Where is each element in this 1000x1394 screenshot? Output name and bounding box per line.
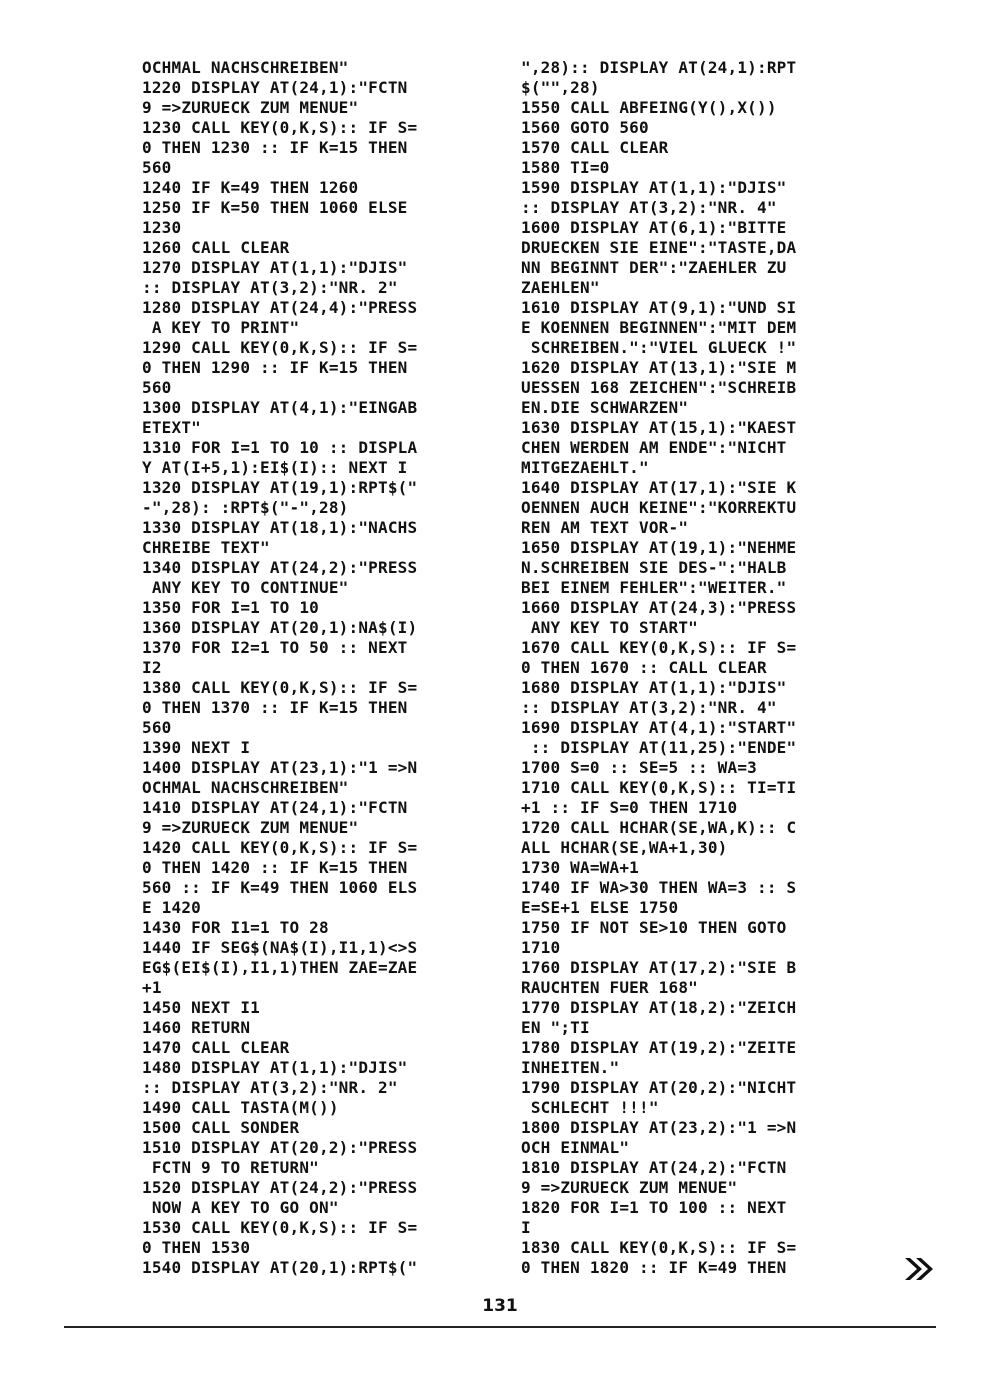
continue-arrow-icon [903, 1256, 937, 1282]
code-line: 1450 NEXT I1 [142, 998, 260, 1017]
code-column-right [521, 58, 871, 1278]
code-line: ETEXT" [142, 418, 201, 437]
code-line: 9 =>ZURUECK ZUM MENUE" [142, 818, 359, 837]
code-line: 1500 CALL SONDER [142, 1118, 300, 1137]
code-line: ANY KEY TO CONTINUE" [142, 578, 349, 597]
code-line: 1360 DISPLAY AT(20,1):NA$(I) [142, 618, 418, 637]
code-line: 1700 S=0 :: SE=5 :: WA=3 [521, 758, 757, 777]
code-line: 0 THEN 1530 [142, 1238, 251, 1257]
code-line: E KOENNEN BEGINNEN":"MIT DEM [521, 318, 797, 337]
code-line: NN BEGINNT DER":"ZAEHLER ZU [521, 258, 787, 277]
code-line: 1540 DISPLAY AT(20,1):RPT$(" [142, 1258, 418, 1277]
code-line: 0 THEN 1230 :: IF K=15 THEN [142, 138, 408, 157]
code-line: 1310 FOR I=1 TO 10 :: DISPLA [142, 438, 418, 457]
code-line: 1780 DISPLAY AT(19,2):"ZEITE [521, 1038, 797, 1057]
code-line: EN.DIE SCHWARZEN" [521, 398, 689, 417]
code-line: 9 =>ZURUECK ZUM MENUE" [142, 98, 359, 117]
code-line: 1420 CALL KEY(0,K,S):: IF S= [142, 838, 418, 857]
code-line: +1 :: IF S=0 THEN 1710 [521, 798, 738, 817]
code-line: 1710 CALL KEY(0,K,S):: TI=TI [521, 778, 797, 797]
code-line: 1340 DISPLAY AT(24,2):"PRESS [142, 558, 418, 577]
code-line: 1290 CALL KEY(0,K,S):: IF S= [142, 338, 418, 357]
code-line: SCHLECHT !!!" [521, 1098, 659, 1117]
code-line: ANY KEY TO START" [521, 618, 698, 637]
code-line: OENNEN AUCH KEINE":"KORREKTU [521, 498, 797, 517]
code-line: 1270 DISPLAY AT(1,1):"DJIS" [142, 258, 408, 277]
code-line: 1670 CALL KEY(0,K,S):: IF S= [521, 638, 797, 657]
code-line: EN ";TI [521, 1018, 590, 1037]
code-line: 1790 DISPLAY AT(20,2):"NICHT [521, 1078, 797, 1097]
code-line: 1720 CALL HCHAR(SE,WA,K):: C [521, 818, 797, 837]
code-line: 1800 DISPLAY AT(23,2):"1 =>N [521, 1118, 797, 1137]
code-line: 1520 DISPLAY AT(24,2):"PRESS [142, 1178, 418, 1197]
code-line: DRUECKEN SIE EINE":"TASTE,DA [521, 238, 797, 257]
code-line: 1280 DISPLAY AT(24,4):"PRESS [142, 298, 418, 317]
code-column-left [142, 58, 492, 1278]
code-line: 1400 DISPLAY AT(23,1):"1 =>N [142, 758, 418, 777]
code-line: 1710 [521, 938, 561, 957]
code-line: EG$(EI$(I),I1,1)THEN ZAE=ZAE [142, 958, 418, 977]
code-line: 1460 RETURN [142, 1018, 251, 1037]
code-line: 1260 CALL CLEAR [142, 238, 290, 257]
code-line: 1470 CALL CLEAR [142, 1038, 290, 1057]
code-line: 1440 IF SEG$(NA$(I),I1,1)<>S [142, 938, 418, 957]
code-line: 1740 IF WA>30 THEN WA=3 :: S [521, 878, 797, 897]
code-line: 1350 FOR I=1 TO 10 [142, 598, 319, 617]
code-line: 1810 DISPLAY AT(24,2):"FCTN [521, 1158, 787, 1177]
page-number: 131 [482, 1296, 518, 1316]
code-line: $("",28) [521, 78, 600, 97]
code-line: CHEN WERDEN AM ENDE":"NICHT [521, 438, 787, 457]
code-line: NOW A KEY TO GO ON" [142, 1198, 339, 1217]
code-line: OCHMAL NACHSCHREIBEN" [142, 778, 349, 797]
code-line: :: DISPLAY AT(3,2):"NR. 2" [142, 278, 398, 297]
code-line: 0 THEN 1370 :: IF K=15 THEN [142, 698, 408, 717]
code-line: 1770 DISPLAY AT(18,2):"ZEICH [521, 998, 797, 1017]
code-line: SCHREIBEN.":"VIEL GLUECK !" [521, 338, 797, 357]
code-line: 1690 DISPLAY AT(4,1):"START" [521, 718, 797, 737]
code-line: :: DISPLAY AT(3,2):"NR. 4" [521, 198, 777, 217]
code-line: 1230 [142, 218, 182, 237]
code-line: -",28): :RPT$("-",28) [142, 498, 349, 517]
code-line: I [521, 1218, 531, 1237]
code-line: 1220 DISPLAY AT(24,1):"FCTN [142, 78, 408, 97]
code-line: 1590 DISPLAY AT(1,1):"DJIS" [521, 178, 787, 197]
code-line: 1830 CALL KEY(0,K,S):: IF S= [521, 1238, 797, 1257]
code-line: 1600 DISPLAY AT(6,1):"BITTE [521, 218, 787, 237]
code-line: FCTN 9 TO RETURN" [142, 1158, 319, 1177]
code-line: 1730 WA=WA+1 [521, 858, 639, 877]
code-line: 1380 CALL KEY(0,K,S):: IF S= [142, 678, 418, 697]
code-line: 1390 NEXT I [142, 738, 251, 757]
code-line: MITGEZAEHLT." [521, 458, 649, 477]
code-line: I2 [142, 658, 162, 677]
code-line: 1240 IF K=49 THEN 1260 [142, 178, 359, 197]
code-line: 1660 DISPLAY AT(24,3):"PRESS [521, 598, 797, 617]
code-line: :: DISPLAY AT(3,2):"NR. 2" [142, 1078, 398, 1097]
code-line: 1580 TI=0 [521, 158, 610, 177]
code-line: 1640 DISPLAY AT(17,1):"SIE K [521, 478, 797, 497]
code-line: E 1420 [142, 898, 201, 917]
code-line: 1510 DISPLAY AT(20,2):"PRESS [142, 1138, 418, 1157]
code-line: 1610 DISPLAY AT(9,1):"UND SI [521, 298, 797, 317]
code-line: 1650 DISPLAY AT(19,1):"NEHME [521, 538, 797, 557]
code-line: E=SE+1 ELSE 1750 [521, 898, 679, 917]
code-line: 1550 CALL ABFEING(Y(),X()) [521, 98, 777, 117]
code-line: 1320 DISPLAY AT(19,1):RPT$(" [142, 478, 418, 497]
code-line: 1560 GOTO 560 [521, 118, 649, 137]
code-line: 0 THEN 1670 :: CALL CLEAR [521, 658, 767, 677]
code-line: OCH EINMAL" [521, 1138, 630, 1157]
code-line: 1300 DISPLAY AT(4,1):"EINGAB [142, 398, 418, 417]
code-line: ",28):: DISPLAY AT(24,1):RPT [521, 58, 797, 77]
code-line: 1480 DISPLAY AT(1,1):"DJIS" [142, 1058, 408, 1077]
code-line: BEI EINEM FEHLER":"WEITER." [521, 578, 787, 597]
code-line: 1620 DISPLAY AT(13,1):"SIE M [521, 358, 797, 377]
code-line: ZAEHLEN" [521, 278, 600, 297]
code-line: 560 [142, 158, 172, 177]
code-line: +1 [142, 978, 162, 997]
code-line: 1820 FOR I=1 TO 100 :: NEXT [521, 1198, 787, 1217]
code-line: Y AT(I+5,1):EI$(I):: NEXT I [142, 458, 408, 477]
code-line: 0 THEN 1820 :: IF K=49 THEN [521, 1258, 787, 1277]
footer-rule [64, 1326, 936, 1328]
code-line: 1630 DISPLAY AT(15,1):"KAEST [521, 418, 797, 437]
code-line: 560 [142, 718, 172, 737]
code-line: 1530 CALL KEY(0,K,S):: IF S= [142, 1218, 418, 1237]
code-line: REN AM TEXT VOR-" [521, 518, 689, 537]
code-line: 560 :: IF K=49 THEN 1060 ELS [142, 878, 418, 897]
code-line: 560 [142, 378, 172, 397]
code-line: 1330 DISPLAY AT(18,1):"NACHS [142, 518, 418, 537]
code-line: CHREIBE TEXT" [142, 538, 270, 557]
code-line: 1490 CALL TASTA(M()) [142, 1098, 339, 1117]
code-line: 1370 FOR I2=1 TO 50 :: NEXT [142, 638, 408, 657]
code-line: 1410 DISPLAY AT(24,1):"FCTN [142, 798, 408, 817]
code-line: 1750 IF NOT SE>10 THEN GOTO [521, 918, 787, 937]
code-line: 1230 CALL KEY(0,K,S):: IF S= [142, 118, 418, 137]
code-line: RAUCHTEN FUER 168" [521, 978, 698, 997]
code-line: :: DISPLAY AT(3,2):"NR. 4" [521, 698, 777, 717]
code-line: 1680 DISPLAY AT(1,1):"DJIS" [521, 678, 787, 697]
code-line: INHEITEN." [521, 1058, 620, 1077]
code-line: 1570 CALL CLEAR [521, 138, 669, 157]
code-line: 0 THEN 1290 :: IF K=15 THEN [142, 358, 408, 377]
code-line: OCHMAL NACHSCHREIBEN" [142, 58, 349, 77]
code-line: 1250 IF K=50 THEN 1060 ELSE [142, 198, 408, 217]
code-line: N.SCHREIBEN SIE DES-":"HALB [521, 558, 787, 577]
code-line: 0 THEN 1420 :: IF K=15 THEN [142, 858, 408, 877]
code-line: ALL HCHAR(SE,WA+1,30) [521, 838, 728, 857]
code-line: 9 =>ZURUECK ZUM MENUE" [521, 1178, 738, 1197]
code-line: 1760 DISPLAY AT(17,2):"SIE B [521, 958, 797, 977]
code-line: A KEY TO PRINT" [142, 318, 300, 337]
code-line: UESSEN 168 ZEICHEN":"SCHREIB [521, 378, 797, 397]
code-line: 1430 FOR I1=1 TO 28 [142, 918, 329, 937]
code-line: :: DISPLAY AT(11,25):"ENDE" [521, 738, 797, 757]
